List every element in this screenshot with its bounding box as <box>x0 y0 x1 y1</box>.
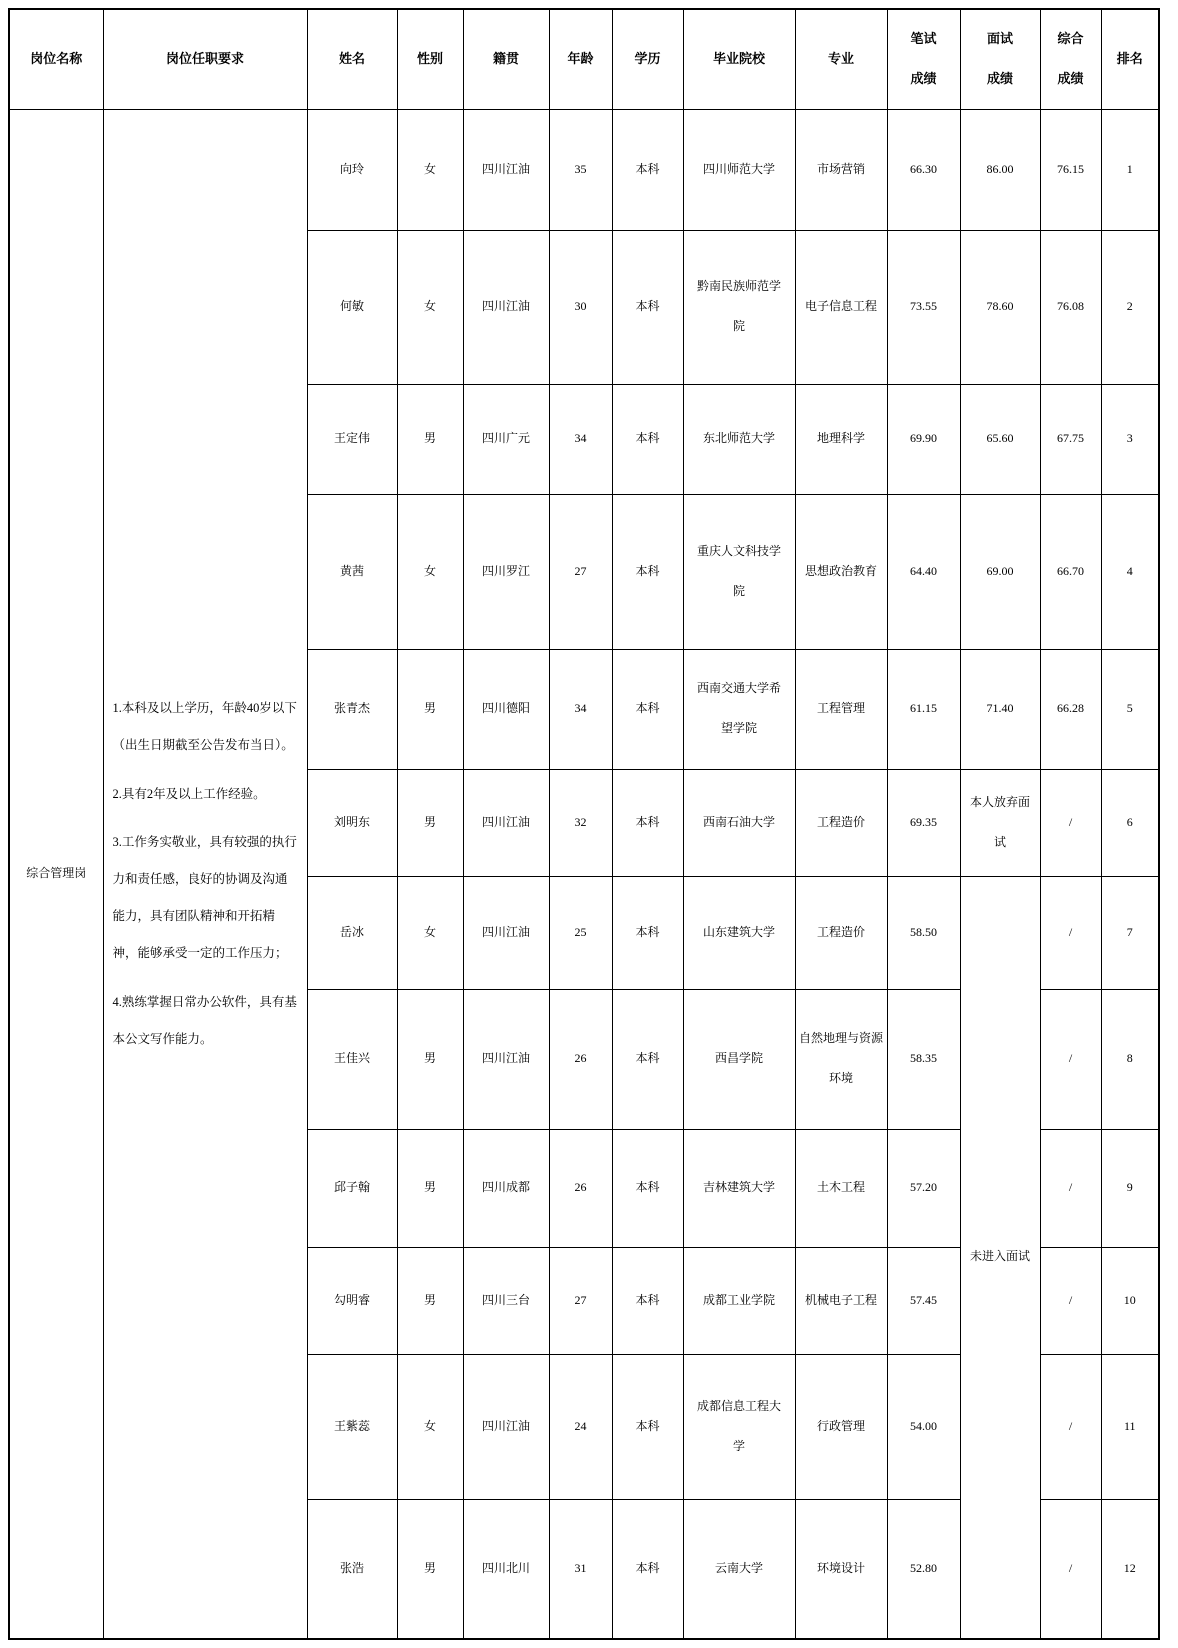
cell-major: 电子信息工程 <box>795 230 887 384</box>
cell-gender: 女 <box>397 230 463 384</box>
interview-score-line1: 面试 <box>986 30 1013 46</box>
cell-interview-score: 65.60 <box>960 384 1040 494</box>
cell-name: 黄茜 <box>307 494 397 649</box>
cell-name: 王定伟 <box>307 384 397 494</box>
cell-name: 岳冰 <box>307 876 397 989</box>
cell-hometown: 四川江油 <box>463 1354 549 1499</box>
cell-age: 26 <box>549 1129 612 1247</box>
cell-name: 刘明东 <box>307 769 397 876</box>
overall-score-line2: 成绩 <box>1057 71 1084 87</box>
cell-rank: 7 <box>1101 876 1159 989</box>
col-header-education: 学历 <box>612 9 683 109</box>
cell-written-score: 57.20 <box>887 1129 960 1247</box>
cell-education: 本科 <box>612 649 683 769</box>
cell-age: 25 <box>549 876 612 989</box>
cell-written-score: 58.35 <box>887 989 960 1129</box>
cell-overall-score: 66.70 <box>1040 494 1101 649</box>
cell-overall-score: / <box>1040 1354 1101 1499</box>
cell-age: 27 <box>549 494 612 649</box>
written-score-line2: 成绩 <box>910 71 937 87</box>
cell-overall-score: 66.28 <box>1040 649 1101 769</box>
cell-hometown: 四川江油 <box>463 876 549 989</box>
cell-overall-score: 76.15 <box>1040 109 1101 230</box>
cell-education: 本科 <box>612 1129 683 1247</box>
cell-overall-score: / <box>1040 1499 1101 1639</box>
cell-school: 西南石油大学 <box>683 769 795 876</box>
cell-gender: 男 <box>397 989 463 1129</box>
cell-school: 成都工业学院 <box>683 1247 795 1354</box>
cell-major: 环境设计 <box>795 1499 887 1639</box>
cell-name: 何敏 <box>307 230 397 384</box>
cell-school: 黔南民族师范学院 <box>683 230 795 384</box>
cell-education: 本科 <box>612 769 683 876</box>
cell-education: 本科 <box>612 1354 683 1499</box>
requirement-item: 2.具有2年及以上工作经验。 <box>112 786 266 801</box>
cell-major: 地理科学 <box>795 384 887 494</box>
cell-hometown: 四川江油 <box>463 989 549 1129</box>
cell-written-score: 64.40 <box>887 494 960 649</box>
col-header-age: 年龄 <box>549 9 612 109</box>
cell-hometown: 四川罗江 <box>463 494 549 649</box>
cell-gender: 男 <box>397 1247 463 1354</box>
cell-age: 26 <box>549 989 612 1129</box>
col-header-hometown: 籍贯 <box>463 9 549 109</box>
cell-education: 本科 <box>612 1499 683 1639</box>
cell-overall-score: / <box>1040 876 1101 989</box>
cell-age: 34 <box>549 384 612 494</box>
cell-education: 本科 <box>612 109 683 230</box>
cell-major: 土木工程 <box>795 1129 887 1247</box>
cell-gender: 男 <box>397 1499 463 1639</box>
col-header-post: 岗位名称 <box>9 9 103 109</box>
cell-education: 本科 <box>612 989 683 1129</box>
cell-rank: 12 <box>1101 1499 1159 1639</box>
cell-age: 30 <box>549 230 612 384</box>
col-header-major: 专业 <box>795 9 887 109</box>
col-header-name: 姓名 <box>307 9 397 109</box>
cell-school: 山东建筑大学 <box>683 876 795 989</box>
col-header-school: 毕业院校 <box>683 9 795 109</box>
requirement-item: 1.本科及以上学历，年龄40岁以下（出生日期截至公告发布当日）。 <box>112 700 297 752</box>
results-table <box>8 8 1160 1640</box>
cell-hometown: 四川北川 <box>463 1499 549 1639</box>
header-row <box>9 9 1159 109</box>
cell-name: 勾明睿 <box>307 1247 397 1354</box>
cell-major: 自然地理与资源环境 <box>795 989 887 1129</box>
overall-score-line1: 综合 <box>1057 30 1084 46</box>
cell-rank: 4 <box>1101 494 1159 649</box>
cell-education: 本科 <box>612 230 683 384</box>
cell-gender: 男 <box>397 384 463 494</box>
table-row <box>9 109 1159 230</box>
cell-interview-no-entry: 未进入面试 <box>960 876 1040 1639</box>
col-header-overall-score <box>1040 9 1101 109</box>
cell-hometown: 四川三台 <box>463 1247 549 1354</box>
cell-education: 本科 <box>612 876 683 989</box>
cell-written-score: 69.90 <box>887 384 960 494</box>
post-name-cell: 综合管理岗 <box>9 109 103 1639</box>
cell-gender: 男 <box>397 769 463 876</box>
cell-written-score: 73.55 <box>887 230 960 384</box>
cell-age: 24 <box>549 1354 612 1499</box>
col-header-written-score <box>887 9 960 109</box>
requirements-cell <box>103 109 307 1639</box>
cell-major: 思想政治教育 <box>795 494 887 649</box>
cell-rank: 2 <box>1101 230 1159 384</box>
cell-major: 工程造价 <box>795 769 887 876</box>
cell-rank: 8 <box>1101 989 1159 1129</box>
cell-major: 机械电子工程 <box>795 1247 887 1354</box>
cell-rank: 11 <box>1101 1354 1159 1499</box>
cell-rank: 5 <box>1101 649 1159 769</box>
cell-school: 西南交通大学希望学院 <box>683 649 795 769</box>
requirement-item: 3.工作务实敬业，具有较强的执行力和责任感，良好的协调及沟通能力，具有团队精神和开拓精神，能够承受一定的工作压力； <box>112 835 297 961</box>
col-header-requirements: 岗位任职要求 <box>103 9 307 109</box>
cell-education: 本科 <box>612 384 683 494</box>
cell-major: 工程管理 <box>795 649 887 769</box>
cell-hometown: 四川江油 <box>463 769 549 876</box>
cell-overall-score: 67.75 <box>1040 384 1101 494</box>
cell-education: 本科 <box>612 1247 683 1354</box>
cell-written-score: 57.45 <box>887 1247 960 1354</box>
cell-overall-score: / <box>1040 769 1101 876</box>
col-header-interview-score <box>960 9 1040 109</box>
cell-school: 四川师范大学 <box>683 109 795 230</box>
cell-hometown: 四川江油 <box>463 230 549 384</box>
cell-gender: 男 <box>397 1129 463 1247</box>
cell-interview-score: 69.00 <box>960 494 1040 649</box>
cell-overall-score: / <box>1040 989 1101 1129</box>
cell-school: 吉林建筑大学 <box>683 1129 795 1247</box>
cell-overall-score: / <box>1040 1247 1101 1354</box>
cell-name: 王佳兴 <box>307 989 397 1129</box>
col-header-gender: 性别 <box>397 9 463 109</box>
cell-hometown: 四川广元 <box>463 384 549 494</box>
cell-rank: 6 <box>1101 769 1159 876</box>
written-score-line1: 笔试 <box>910 30 937 46</box>
cell-name: 张浩 <box>307 1499 397 1639</box>
cell-gender: 女 <box>397 109 463 230</box>
cell-rank: 9 <box>1101 1129 1159 1247</box>
cell-written-score: 61.15 <box>887 649 960 769</box>
cell-written-score: 52.80 <box>887 1499 960 1639</box>
cell-interview-score: 71.40 <box>960 649 1040 769</box>
cell-gender: 女 <box>397 1354 463 1499</box>
cell-gender: 女 <box>397 876 463 989</box>
cell-rank: 10 <box>1101 1247 1159 1354</box>
cell-school: 西昌学院 <box>683 989 795 1129</box>
cell-name: 邱子翰 <box>307 1129 397 1247</box>
cell-age: 32 <box>549 769 612 876</box>
cell-school: 东北师范大学 <box>683 384 795 494</box>
cell-interview-score: 86.00 <box>960 109 1040 230</box>
cell-rank: 3 <box>1101 384 1159 494</box>
cell-overall-score: / <box>1040 1129 1101 1247</box>
cell-school: 成都信息工程大学 <box>683 1354 795 1499</box>
cell-major: 市场营销 <box>795 109 887 230</box>
cell-major: 工程造价 <box>795 876 887 989</box>
cell-name: 向玲 <box>307 109 397 230</box>
cell-written-score: 54.00 <box>887 1354 960 1499</box>
cell-gender: 女 <box>397 494 463 649</box>
cell-education: 本科 <box>612 494 683 649</box>
cell-hometown: 四川江油 <box>463 109 549 230</box>
cell-hometown: 四川成都 <box>463 1129 549 1247</box>
cell-name: 张青杰 <box>307 649 397 769</box>
cell-school: 云南大学 <box>683 1499 795 1639</box>
cell-interview-score: 78.60 <box>960 230 1040 384</box>
cell-interview-score: 本人放弃面试 <box>960 769 1040 876</box>
cell-school: 重庆人文科技学院 <box>683 494 795 649</box>
cell-age: 31 <box>549 1499 612 1639</box>
cell-hometown: 四川德阳 <box>463 649 549 769</box>
cell-age: 35 <box>549 109 612 230</box>
cell-age: 27 <box>549 1247 612 1354</box>
cell-name: 王紫蕊 <box>307 1354 397 1499</box>
cell-written-score: 66.30 <box>887 109 960 230</box>
interview-score-line2: 成绩 <box>986 71 1013 87</box>
cell-gender: 男 <box>397 649 463 769</box>
cell-age: 34 <box>549 649 612 769</box>
col-header-rank: 排名 <box>1101 9 1159 109</box>
cell-major: 行政管理 <box>795 1354 887 1499</box>
requirement-item: 4.熟练掌握日常办公软件，具有基本公文写作能力。 <box>112 994 297 1046</box>
cell-written-score: 58.50 <box>887 876 960 989</box>
cell-rank: 1 <box>1101 109 1159 230</box>
cell-written-score: 69.35 <box>887 769 960 876</box>
cell-overall-score: 76.08 <box>1040 230 1101 384</box>
